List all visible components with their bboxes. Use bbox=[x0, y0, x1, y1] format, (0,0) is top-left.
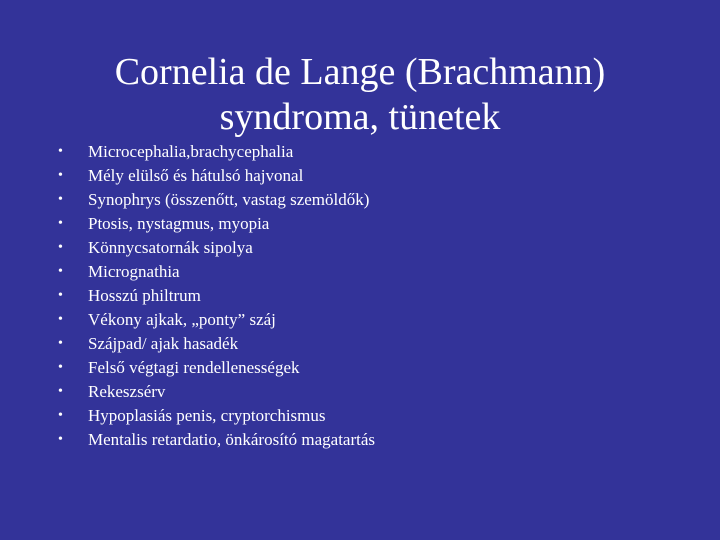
symptom-text: Mély elülső és hátulsó hajvonal bbox=[88, 166, 304, 185]
symptom-item bbox=[58, 236, 375, 260]
symptom-item bbox=[58, 140, 375, 164]
slide-title-line-1: Cornelia de Lange (Brachmann) bbox=[114, 51, 606, 93]
symptom-item bbox=[58, 164, 375, 188]
symptom-text: Synophrys (összenőtt, vastag szemöldők) bbox=[88, 190, 370, 209]
symptom-text: Könnycsatornák sipolya bbox=[88, 238, 253, 257]
symptom-text: Rekeszsérv bbox=[88, 382, 166, 401]
symptom-item bbox=[58, 260, 375, 284]
symptom-item bbox=[58, 212, 375, 236]
bullet-icon: • bbox=[58, 312, 63, 327]
symptom-item bbox=[58, 284, 375, 308]
symptom-text: Hosszú philtrum bbox=[88, 286, 201, 305]
bullet-icon: • bbox=[58, 144, 63, 159]
symptom-item bbox=[58, 428, 375, 452]
bullet-icon: • bbox=[58, 336, 63, 351]
symptom-text: Ptosis, nystagmus, myopia bbox=[88, 214, 270, 233]
symptom-text: Microcephalia,brachycephalia bbox=[88, 142, 294, 161]
symptom-text: Vékony ajkak, „ponty” száj bbox=[88, 310, 276, 329]
symptom-item bbox=[58, 380, 375, 404]
bullet-icon: • bbox=[58, 432, 63, 447]
bullet-icon: • bbox=[58, 168, 63, 183]
slide-title bbox=[0, 50, 720, 140]
bullet-icon: • bbox=[58, 384, 63, 399]
bullet-icon: • bbox=[58, 408, 63, 423]
symptom-text: Felső végtagi rendellenességek bbox=[88, 358, 300, 377]
symptom-item bbox=[58, 308, 375, 332]
symptom-text: Micrognathia bbox=[88, 262, 180, 281]
slide-title-line-2: syndroma, tünetek bbox=[219, 96, 501, 138]
bullet-icon: • bbox=[58, 264, 63, 279]
bullet-icon: • bbox=[58, 192, 63, 207]
symptom-list bbox=[58, 140, 375, 452]
symptom-text: Mentalis retardatio, önkárosító magatartás bbox=[88, 430, 376, 449]
bullet-icon: • bbox=[58, 288, 63, 303]
symptom-item bbox=[58, 332, 375, 356]
symptom-item bbox=[58, 188, 375, 212]
symptom-text: Hypoplasiás penis, cryptorchismus bbox=[88, 406, 326, 425]
bullet-icon: • bbox=[58, 360, 63, 375]
symptom-item bbox=[58, 356, 375, 380]
bullet-icon: • bbox=[58, 216, 63, 231]
bullet-icon: • bbox=[58, 240, 63, 255]
symptom-item bbox=[58, 404, 375, 428]
symptom-text: Szájpad/ ajak hasadék bbox=[88, 334, 239, 353]
